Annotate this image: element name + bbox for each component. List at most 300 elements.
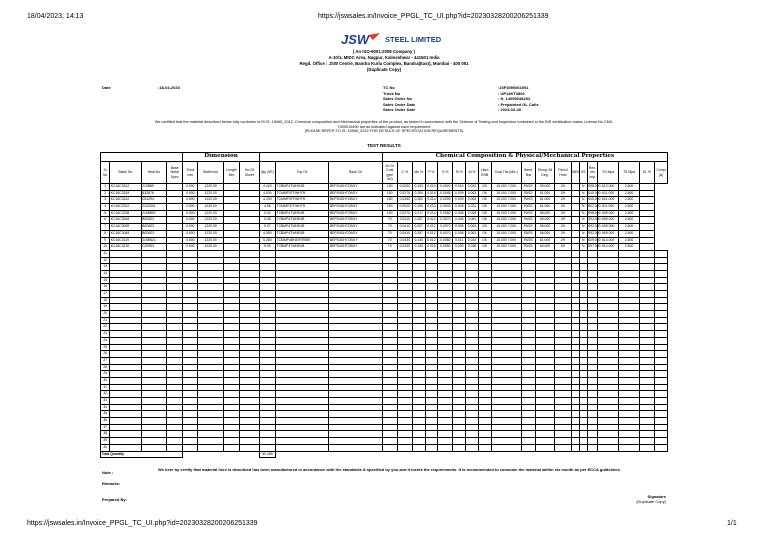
table-cell	[276, 357, 329, 364]
table-cell	[141, 371, 167, 378]
table-cell	[167, 404, 183, 411]
column-header: C %	[397, 162, 412, 184]
table-cell	[598, 331, 619, 338]
table-cell: 31	[101, 384, 110, 391]
table-cell: 0.280	[412, 190, 425, 197]
table-cell	[521, 377, 535, 384]
table-cell: B0D822	[141, 230, 167, 237]
table-cell	[598, 317, 619, 324]
table-cell	[110, 324, 141, 331]
table-cell	[521, 364, 535, 371]
table-cell	[276, 391, 329, 398]
table-cell	[223, 344, 239, 351]
table-cell	[579, 297, 587, 304]
table-cell	[587, 404, 597, 411]
table-cell	[276, 317, 329, 324]
table-cell	[183, 331, 198, 338]
table-cell: 1220.00	[198, 190, 224, 197]
table-cell	[397, 284, 412, 291]
table-cell: KC16C3039	[110, 224, 141, 231]
table-cell	[259, 291, 275, 298]
table-cell	[276, 384, 329, 391]
table-cell	[183, 284, 198, 291]
table-cell	[110, 331, 141, 338]
table-cell	[555, 377, 571, 384]
table-cell	[466, 277, 479, 284]
table-cell	[491, 331, 521, 338]
table-cell: OK	[478, 217, 491, 224]
table-cell	[571, 377, 579, 384]
table-cell	[639, 244, 654, 251]
table-cell	[555, 351, 571, 358]
table-cell: 621.000	[598, 197, 619, 204]
table-cell	[397, 250, 412, 257]
table-cell	[655, 364, 668, 371]
table-cell	[521, 317, 535, 324]
table-cell: BEPS4GHTOBGY	[329, 244, 382, 251]
table-cell: 34	[101, 404, 110, 411]
table-cell	[412, 398, 425, 405]
table-cell	[276, 324, 329, 331]
table-cell: 592.000	[587, 224, 597, 231]
table-cell	[579, 264, 587, 271]
table-cell	[240, 444, 260, 451]
table-cell	[141, 297, 167, 304]
table-cell	[223, 230, 239, 237]
table-cell: 15.000 7.000	[491, 237, 521, 244]
table-cell	[223, 257, 239, 264]
table-cell	[491, 297, 521, 304]
table-cell: 598.000	[587, 210, 597, 217]
table-cell	[491, 424, 521, 431]
table-cell	[223, 351, 239, 358]
table-cell	[240, 291, 260, 298]
table-cell	[223, 357, 239, 364]
table-cell	[491, 270, 521, 277]
table-cell: 15.000 7.000	[491, 210, 521, 217]
table-cell	[438, 431, 453, 438]
table-cell	[555, 291, 571, 298]
table-cell	[382, 257, 397, 264]
table-cell	[110, 291, 141, 298]
table-cell	[453, 371, 466, 378]
table-cell	[382, 297, 397, 304]
table-cell: 0.034	[466, 237, 479, 244]
table-cell	[329, 284, 382, 291]
table-cell	[183, 404, 198, 411]
table-cell	[639, 257, 654, 264]
table-cell	[276, 284, 329, 291]
table-cell: 0.0020	[397, 204, 412, 211]
table-cell	[183, 364, 198, 371]
table-cell	[397, 431, 412, 438]
table-cell	[466, 444, 479, 451]
print-url: https://jswsales.in/Invoice_PPGL_TC_UI.php?id=20230328200206251339	[318, 13, 549, 20]
sales-order-date-value: : 2023-03-28	[498, 107, 521, 112]
table-cell	[438, 250, 453, 257]
table-cell: 0.008	[453, 224, 466, 231]
prepared-by-label: Prepared By:	[102, 497, 127, 502]
table-cell	[382, 438, 397, 445]
table-cell	[240, 351, 260, 358]
table-cell: 39	[101, 438, 110, 445]
table-cell	[198, 391, 224, 398]
table-cell	[183, 444, 198, 451]
table-cell	[276, 371, 329, 378]
table-cell	[412, 418, 425, 425]
table-cell: 2108N21	[141, 237, 167, 244]
table-cell	[521, 371, 535, 378]
sales-order-no-value: : N_14059048294	[498, 96, 531, 101]
table-cell	[453, 404, 466, 411]
table-cell	[535, 371, 555, 378]
table-cell	[478, 311, 491, 318]
table-cell	[167, 364, 183, 371]
table-cell: 0.500	[183, 184, 198, 191]
table-cell: 0.130	[412, 244, 425, 251]
table-cell	[183, 377, 198, 384]
table-cell: 5.360	[259, 237, 275, 244]
table-cell	[240, 297, 260, 304]
table-cell: N	[579, 184, 587, 191]
table-cell	[571, 337, 579, 344]
table-cell: 15.000 7.000	[491, 184, 521, 191]
table-cell	[240, 337, 260, 344]
column-header: P %	[425, 162, 438, 184]
table-cell	[382, 398, 397, 405]
table-cell	[521, 384, 535, 391]
table-cell	[382, 270, 397, 277]
table-cell: PASS	[521, 237, 535, 244]
table-cell	[587, 364, 597, 371]
table-row-empty	[101, 418, 668, 425]
table-cell	[571, 270, 579, 277]
table-cell	[598, 324, 619, 331]
table-cell: N	[579, 244, 587, 251]
table-cell	[110, 398, 141, 405]
table-cell	[535, 377, 555, 384]
table-cell	[571, 184, 579, 191]
table-cell: 2H	[555, 237, 571, 244]
table-cell: 5.38	[259, 217, 275, 224]
table-cell	[110, 317, 141, 324]
table-cell	[382, 424, 397, 431]
table-cell: OK	[478, 197, 491, 204]
table-cell	[579, 411, 587, 418]
table-row	[101, 244, 668, 251]
table-cell: 20	[101, 311, 110, 318]
table-row-empty	[101, 304, 668, 311]
table-cell	[259, 377, 275, 384]
table-cell: 0.008	[453, 210, 466, 217]
table-cell	[183, 371, 198, 378]
table-cell	[639, 364, 654, 371]
table-cell	[491, 291, 521, 298]
table-cell	[329, 264, 382, 271]
table-cell	[491, 304, 521, 311]
table-cell: 150	[382, 210, 397, 217]
table-cell	[491, 371, 521, 378]
table-cell: KC16C3130	[110, 244, 141, 251]
table-row	[101, 204, 668, 211]
table-cell	[110, 411, 141, 418]
jsw-logo-icon	[340, 32, 382, 46]
table-cell	[655, 297, 668, 304]
table-cell	[412, 431, 425, 438]
table-cell	[110, 384, 141, 391]
table-cell	[259, 317, 275, 324]
table-cell	[521, 297, 535, 304]
table-cell: 0.008	[453, 230, 466, 237]
table-cell	[438, 438, 453, 445]
table-cell	[141, 324, 167, 331]
table-cell	[453, 344, 466, 351]
table-cell	[555, 344, 571, 351]
table-cell	[276, 270, 329, 277]
table-cell: TCBMP4TWHE4B	[276, 244, 329, 251]
table-cell	[619, 270, 640, 277]
table-cell: KC16C3048	[110, 217, 141, 224]
table-cell	[412, 337, 425, 344]
table-cell: N	[579, 217, 587, 224]
table-cell	[639, 297, 654, 304]
table-cell	[223, 398, 239, 405]
table-cell	[276, 264, 329, 271]
table-cell	[639, 217, 654, 224]
table-cell	[619, 311, 640, 318]
table-cell	[110, 424, 141, 431]
table-cell: 150	[382, 204, 397, 211]
table-cell	[639, 210, 654, 217]
table-cell	[478, 277, 491, 284]
column-header: Mn %	[412, 162, 425, 184]
table-cell: BEPS4GHTOBGY	[329, 210, 382, 217]
table-cell: 0.012	[425, 230, 438, 237]
table-cell	[167, 264, 183, 271]
table-cell	[167, 197, 183, 204]
table-cell	[223, 317, 239, 324]
table-cell: 0.009	[453, 190, 466, 197]
table-cell: 0.028	[453, 204, 466, 211]
table-cell	[240, 331, 260, 338]
table-cell	[198, 431, 224, 438]
table-row-empty	[101, 371, 668, 378]
table-cell	[382, 277, 397, 284]
table-cell	[571, 291, 579, 298]
table-cell	[183, 411, 198, 418]
table-cell	[453, 270, 466, 277]
table-cell	[655, 277, 668, 284]
table-cell	[491, 344, 521, 351]
table-cell: 2H	[555, 190, 571, 197]
table-cell	[466, 324, 479, 331]
table-cell	[425, 444, 438, 451]
table-cell	[110, 377, 141, 384]
table-cell	[198, 418, 224, 425]
table-cell	[535, 398, 555, 405]
table-cell	[535, 344, 555, 351]
table-cell	[587, 357, 597, 364]
table-cell	[521, 277, 535, 284]
table-cell	[240, 411, 260, 418]
table-cell	[223, 331, 239, 338]
table-cell	[412, 377, 425, 384]
table-cell	[425, 371, 438, 378]
sales-order-no-label: Sales Order No	[383, 96, 412, 101]
table-cell	[598, 284, 619, 291]
table-cell	[240, 190, 260, 197]
table-cell: PASS	[521, 217, 535, 224]
table-cell	[167, 438, 183, 445]
table-cell	[453, 284, 466, 291]
table-cell	[425, 438, 438, 445]
table-cell	[466, 264, 479, 271]
address-line-2: Regd. Office : JSW Centre, Bandra Kurla Complex, Bandra(East), Mumbai - 400 051	[299, 61, 469, 66]
table-cell	[587, 384, 597, 391]
table-cell	[198, 371, 224, 378]
column-header: EL %	[639, 162, 654, 184]
table-cell	[619, 364, 640, 371]
table-cell	[141, 384, 167, 391]
table-cell	[198, 411, 224, 418]
table-cell	[276, 291, 329, 298]
table-cell: 0.061	[466, 224, 479, 231]
table-row-empty	[101, 398, 668, 405]
table-cell: 24	[101, 337, 110, 344]
table-cell	[223, 217, 239, 224]
table-cell	[397, 444, 412, 451]
table-cell: N	[579, 210, 587, 217]
table-cell	[259, 277, 275, 284]
truck-no-label: Truck No	[383, 90, 401, 96]
table-cell	[141, 357, 167, 364]
table-cell	[571, 438, 579, 445]
table-cell	[412, 311, 425, 318]
table-cell: KC16C3048	[110, 230, 141, 237]
table-cell: PASS	[521, 230, 535, 237]
table-cell	[491, 364, 521, 371]
table-cell	[598, 257, 619, 264]
table-cell	[240, 277, 260, 284]
table-cell	[438, 337, 453, 344]
table-cell	[329, 371, 382, 378]
table-cell	[412, 391, 425, 398]
table-cell	[425, 357, 438, 364]
table-cell	[579, 351, 587, 358]
table-cell	[639, 317, 654, 324]
table-cell	[397, 304, 412, 311]
table-cell	[571, 351, 579, 358]
table-cell	[555, 424, 571, 431]
table-cell	[579, 331, 587, 338]
table-cell	[453, 424, 466, 431]
table-cell	[438, 317, 453, 324]
table-cell	[579, 404, 587, 411]
certify-line-1: We certified that the material described below fully conforms to IS IS: 15965_2012. Chemical composition and Mechanical properties of the product, as tested in accordance with the Scheme of Testing and Inspection contained in the BIS certification marks License No.CM/L	[154, 120, 614, 124]
table-cell	[655, 411, 668, 418]
table-cell	[535, 324, 555, 331]
table-cell	[491, 411, 521, 418]
table-cell: N	[579, 237, 587, 244]
table-cell	[167, 351, 183, 358]
table-cell	[521, 431, 535, 438]
column-header: Sr No	[101, 162, 110, 184]
table-cell	[571, 384, 579, 391]
table-cell	[453, 277, 466, 284]
table-cell	[183, 384, 198, 391]
table-cell	[587, 270, 597, 277]
table-cell	[555, 357, 571, 364]
table-cell: BEPS4GHTOBGY	[329, 217, 382, 224]
table-cell	[276, 351, 329, 358]
table-cell: 2102324	[141, 204, 167, 211]
table-row-empty	[101, 384, 668, 391]
table-cell	[240, 224, 260, 231]
table-cell: 56.000	[535, 224, 555, 231]
table-cell	[491, 418, 521, 425]
table-cell	[571, 418, 579, 425]
column-header: YS Mpa	[598, 162, 619, 184]
table-cell	[412, 444, 425, 451]
table-cell	[141, 418, 167, 425]
table-cell	[555, 398, 571, 405]
table-cell	[425, 384, 438, 391]
table-cell	[412, 411, 425, 418]
table-cell	[655, 418, 668, 425]
table-cell	[571, 237, 579, 244]
table-cell: N	[579, 230, 587, 237]
table-cell	[438, 404, 453, 411]
table-cell	[587, 331, 597, 338]
table-cell	[571, 444, 579, 451]
table-cell	[478, 317, 491, 324]
table-row-empty	[101, 344, 668, 351]
table-cell	[198, 337, 224, 344]
table-cell	[639, 291, 654, 298]
table-cell	[491, 377, 521, 384]
table-cell	[141, 404, 167, 411]
table-cell	[555, 337, 571, 344]
table-cell	[240, 257, 260, 264]
table-cell	[639, 230, 654, 237]
table-cell	[167, 190, 183, 197]
table-cell	[198, 331, 224, 338]
table-cell: BEPS4GHTOBGY	[329, 224, 382, 231]
table-cell: 25	[101, 344, 110, 351]
table-cell	[141, 431, 167, 438]
table-cell: OK	[478, 230, 491, 237]
table-cell	[478, 304, 491, 311]
table-cell	[535, 291, 555, 298]
table-cell	[397, 398, 412, 405]
table-cell	[639, 331, 654, 338]
table-cell	[453, 418, 466, 425]
table-cell	[438, 351, 453, 358]
table-cell	[579, 391, 587, 398]
table-cell: 612.000	[598, 244, 619, 251]
table-cell	[453, 331, 466, 338]
table-cell	[571, 357, 579, 364]
table-cell: 40	[101, 444, 110, 451]
table-cell	[478, 364, 491, 371]
table-cell	[639, 431, 654, 438]
table-cell: 0.500	[183, 224, 198, 231]
table-cell	[223, 250, 239, 257]
table-cell	[412, 270, 425, 277]
table-row-empty	[101, 351, 668, 358]
table-cell	[466, 364, 479, 371]
table-cell: 23	[101, 331, 110, 338]
